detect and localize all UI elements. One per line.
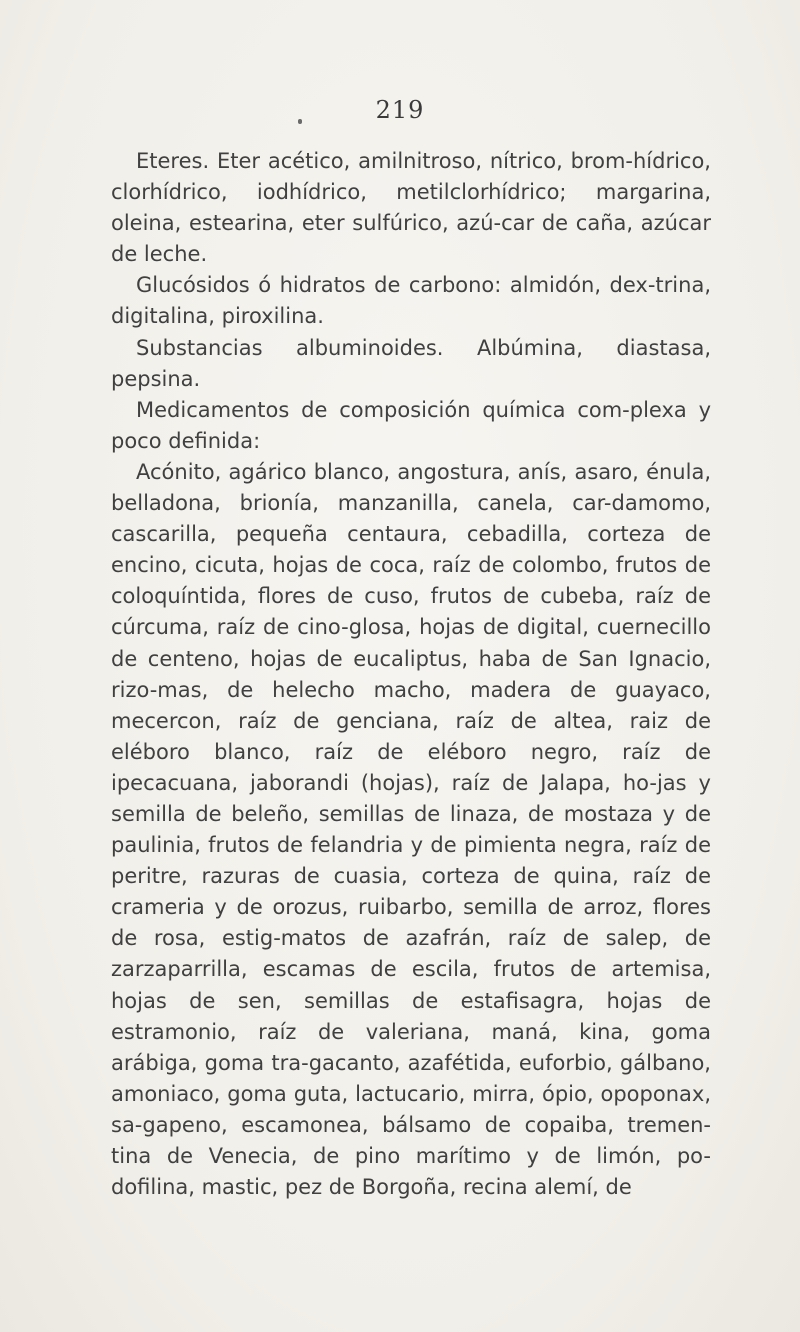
page-number: 219 <box>375 96 425 124</box>
paragraph-list: Acónito, agárico blanco, angostura, anís, asaro, énula, belladona, brionía, manzanilla, canela, car-damomo, cascarilla, pequeña centaura, cebadilla, corteza de encino, cicuta, hojas de coca, raíz de colombo, frutos de coloquíntida, flores de cuso, frutos de cubeba, raíz de cúrcuma, raíz de cino-glosa, hojas de digital, cuernecillo de centeno, hojas de eucaliptus, haba de San Ignacio, rizo-mas, de helecho macho, madera de guayaco, mecercon, raíz de genciana, raíz de altea, raiz de eléboro blanco, raíz de eléboro negro, raíz de ipecacuana, jaborandi (hojas), raíz de Jalapa, ho-jas y semilla de beleño, semillas de linaza, de mostaza y de paulinia, frutos de felandria y de pimienta negra, raíz de peritre, razuras de cuasia, corteza de quina, raíz de crameria y de orozus, ruibarbo, semilla de arroz, flores de rosa, estig-matos de azafrán, raíz de salep, de zarzaparrilla, escamas de escila, frutos de artemisa, hojas de sen, semillas de estafisagra, hojas de estramonio, raíz de valeriana, maná, kina, goma arábiga, goma tra-gacanto, azafétida, euforbio, gálbano, amoniaco, goma guta, lactucario, mirra, ópio, opoponax, sa-gapeno, escamonea, bálsamo de copaiba, tremen-tina de Venecia, de pino marítimo y de limón, po-dofilina, mastic, pez de Borgoña, recina alemí, de <box>111 459 711 1200</box>
paragraph-eteres: Eteres. Eter acético, amilnitroso, nítrico, brom-hídrico, clorhídrico, iodhídrico, metilclorhídrico; margarina, oleina, estearina, eter sulfúrico, azú-car de caña, azúcar de leche. <box>111 149 711 267</box>
paragraph-substancias: Substancias albuminoides. Albúmina, diastasa, pepsina. <box>111 335 711 391</box>
paragraph-medicamentos: Medicamentos de composición química com-plexa y poco definida: <box>111 397 711 453</box>
paragraph-glucosidos: Glucósidos ó hidratos de carbono: almidón, dex-trina, digitalina, piroxilina. <box>111 273 711 329</box>
body-text <box>111 146 711 1203</box>
